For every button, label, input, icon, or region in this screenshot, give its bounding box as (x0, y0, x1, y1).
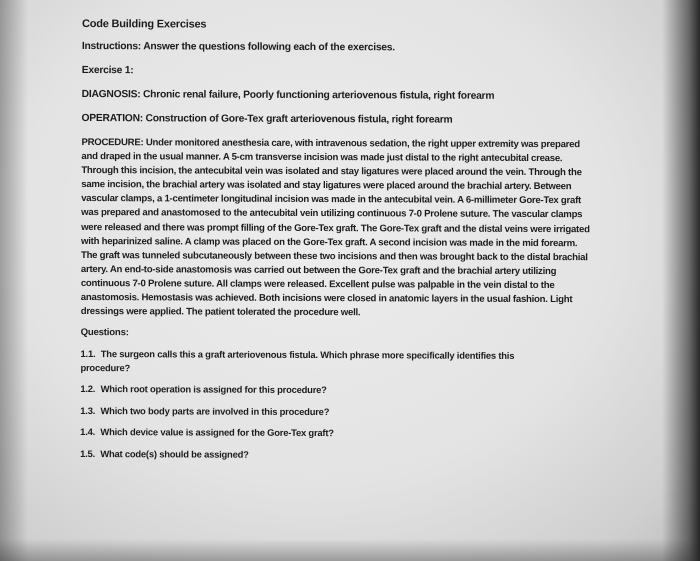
diagnosis-line: DIAGNOSIS: Chronic renal failure, Poorly functioning arteriovenous fistula, right forearm (81, 88, 495, 102)
procedure-text: Under monitored anesthesia care, with intravenous sedation, the right upper extremity was prepared and draped in the usual manner. A 5-cm transverse incision was made just distal to the right antecubital crease. Through this incision, the antecubital vein was isolated and stay ligatures were placed around the vein. Through the same incision, the brachial artery was isolated and stay ligatures were placed around the brachial artery. Between vascular clamps, a 1-centimeter longitudinal incision was made in the antecubital vein. A 6-millimeter Gore-Tex graft was prepared and anastomosed to the antecubital vein utilizing continuous 7-0 Prolene suture. The vascular clamps were released and there was prompt filling of the Gore-Tex graft. The Gore-Tex graft and the distal veins were irrigated with heparinized saline. A clamp was placed on the Gore-Tex graft. A second incision was made in the mid forearm. The graft was tunneled subcutaneously between these two incisions and then was brought back to the distal brachial artery. An end-to-side anastomosis was carried out between the Gore-Tex graft and the brachial artery utilizing continuous 7-0 Prolene suture. All clamps were released. Excellent pulse was palpable in the vein distal to the anastomosis. Hemostasis was achieved. Both incisions were closed in anatomic layers in the usual fashion. Light dressings were applied. The patient tolerated the procedure well. (80, 137, 590, 319)
question-number: 1.3. (80, 404, 96, 416)
question-number: 1.5. (80, 447, 95, 459)
procedure-label: PROCEDURE: (81, 136, 144, 149)
operation-line: OPERATION: Construction of Gore-Tex graft arteriovenous fistula, right forearm (81, 112, 453, 126)
exercise-sheet (80, 18, 602, 470)
questions-heading: Questions: (80, 327, 129, 339)
question-item (80, 425, 540, 441)
question-item (80, 382, 540, 398)
question-number: 1.4. (80, 426, 96, 438)
photo-shadow-left (0, 0, 28, 561)
question-text: Which root operation is assigned for this procedure? (100, 383, 327, 396)
exercise-heading: Exercise 1: (81, 64, 134, 77)
question-number: 1.1. (80, 348, 96, 360)
question-item (80, 347, 540, 376)
question-text: What code(s) should be assigned? (100, 447, 249, 460)
question-item (80, 404, 540, 420)
question-item (80, 447, 540, 463)
question-text: Which device value is assigned for the Gore-Tex graft? (100, 426, 334, 439)
page-title: Code Building Exercises (81, 18, 207, 31)
photo-shadow-bottom (0, 539, 700, 561)
photo-shadow-right (662, 0, 700, 561)
procedure-paragraph (81, 136, 592, 321)
instructions-line: Instructions: Answer the questions following each of the exercises. (81, 40, 395, 54)
question-text: Which two body parts are involved in this procedure? (100, 404, 330, 417)
question-number: 1.2. (80, 383, 96, 395)
question-text: The surgeon calls this a graft arteriovenous fistula. Which phrase more specifically identifies this procedure? (80, 348, 515, 373)
